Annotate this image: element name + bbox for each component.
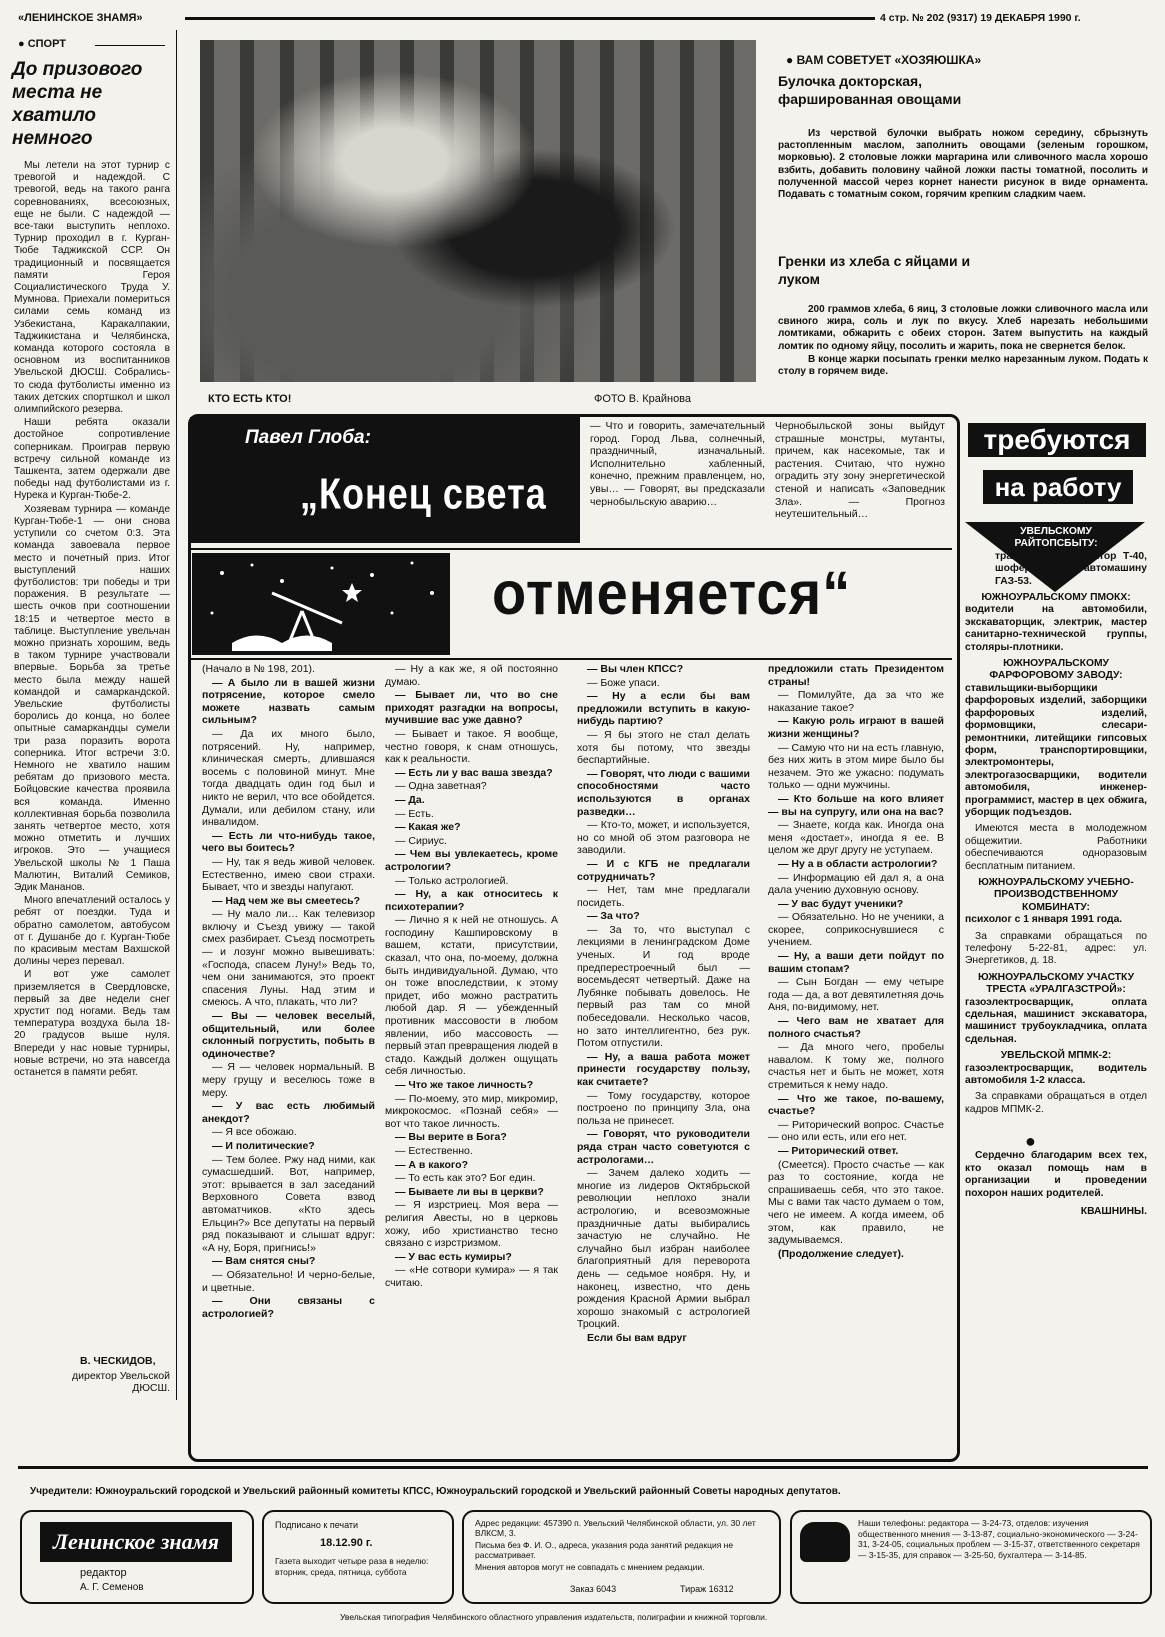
sport-title: До призового места не хватило немного (12, 59, 143, 149)
interview-question: — Ну, а ваша работа может принести государству пользу, как считаете? (577, 1050, 750, 1088)
sport-rubric-rule (95, 45, 165, 46)
job-block (965, 658, 1147, 819)
interview-question: — Ну а в области астрологии? (778, 857, 938, 870)
interview-question: — Что же такое личность? (395, 1079, 534, 1091)
job-org: ЮЖНОУРАЛЬСКОМУ УЧАСТКУ ТРЕСТА «УРАЛГАЗСТРОЙ»: (978, 971, 1134, 996)
recipe2-text (778, 304, 1148, 408)
masthead-right: 4 стр. № 202 (9317) 19 ДЕКАБРЯ 1990 г. (880, 12, 1081, 24)
interview-question: — А было ли в вашей жизни потрясение, которое смело можете назвать самым сильным? (202, 676, 375, 727)
interview-answer: — Самую что ни на есть главную, без них жить в этом мире было бы незачем. Это же ужасно: подумать только — одни мужчины. (768, 741, 944, 792)
interview-answer: — Только астрологией. (395, 874, 509, 887)
interview-question: Если бы вам вдруг (587, 1331, 687, 1344)
job-items: психолог с 1 января 1991 года. (965, 914, 1123, 926)
interview-answer: — Есть. (395, 807, 434, 820)
interview-top-col2: Чернобыльской зоны выйдут страшные монстры, мутанты, причем, как насекомые, так и растения. Считаю, что нужно оградить эту зону энергетической стеной и написать «Заповедник Зла». — Прогноз неутешительный… (775, 420, 945, 521)
interview-question: — Ну а если бы вам предложили вступить в какую-нибудь партию? (577, 690, 750, 728)
interview-answer: — По-моему, это мир, микромир, микрокосмос. «Познай себя» — вот что такое личность. (385, 1092, 558, 1130)
photo-caption-right: ФОТО В. Крайнова (594, 393, 692, 405)
footer-phones (858, 1518, 1140, 1560)
interview-question: — Что же такое, по-вашему, счастье? (768, 1092, 944, 1118)
interview-question: — Бывает ли, что во сне приходят разгадки на вопросы, мучившие вас уже давно? (385, 689, 558, 727)
footer-founders: Учредители: Южноуральский городской и Увельский районный комитеты КПСС, Южноуральский городской и Увельский районный Советы народных депутатов. (30, 1486, 841, 1497)
interview-answer: — Тем более. Ржу над ними, как сумасшедший. Вот, например, этот: врывается в зал заседаний Верховного Совета взвод автоматчиков. «Кто здесь Ельцин?» Все депутаты на первый ряд показывают и слышат вдруг: «А ну, Боря, пригнись!» (202, 1153, 375, 1254)
job-items: Имеются места в молодежном общежитии. Работники обеспечиваются одноразовым бесплатным питанием. (965, 823, 1147, 872)
interview-question: — Говорят, что руководители ряда стран часто советуются с астрологами… (577, 1128, 750, 1166)
interview-answer: — Обязательно. Но не ученики, а скорее, соприкоснувшиеся с учением. (768, 911, 944, 949)
photo-caption-left: КТО ЕСТЬ КТО! (208, 393, 292, 405)
condolence-sign: КВАШНИНЫ. (1080, 1205, 1147, 1217)
telescope-illustration (192, 553, 450, 655)
interview-col2 (385, 663, 558, 1448)
interview-question: — А в какого? (395, 1158, 468, 1171)
footer-address: Адрес редакции: 457390 п. Увельский Челябинской области, ул. 30 лет ВЛКСМ, 3. (475, 1518, 756, 1538)
interview-line: (Начало в № 198, 201). (202, 663, 315, 675)
interview-question: (Продолжение следует). (778, 1247, 904, 1260)
interview-answer: — Тому государству, которое построено по принципу Зла, она польза не принесет. (577, 1089, 750, 1127)
bullet-icon: ● (786, 53, 797, 67)
interview-question: — Чем вы увлекаетесь, кроме астрологии? (385, 848, 558, 873)
recipe1-title: Булочка докторская, фаршированная овощами (778, 73, 962, 107)
photo-man-with-bear-cub (200, 40, 756, 382)
sport-paragraph: Хозяевам турнира — команде Курган-Тюбе-1 — они снова уступили со счетом 0:3. Эта команда завоевала первое место и почетный приз. Итог выступлений наших футболистов: три победы и три поражения. В результате — шесть очков при соотношении 18:15 и четвертое место в таблице. Выступление увельчан можно признать хорошим, ведь в таком турнире участвовали впервые. Борьба за третье место была между нашей командой и самаркандской. Увельские футболисты боролись до конца, но более опытные самаркандцы сумели три раза поразить ворота соперника. Итог встречи 3:0. Немного не хватило нашим ребятам до призового места. Бойцовские качества проявила вся команда. Именно коллективная борьба позволила занять четвертое место, хотя можно отметить и лучших игроков. Это — учащиеся Увельской школы № 1 Паша Малютин, Виталий Семиков, Эдик Мананов. (14, 503, 170, 893)
job-items: тракторист на трактор Т-40, шофер на автомашину ГАЗ-53. (995, 550, 1147, 587)
job-items: газоэлектросварщик, оплата сдельная, машинист экскаватора, машинист трубоукладчика, оплата сдельная. (965, 996, 1147, 1045)
job-org: ЮЖНОУРАЛЬСКОМУ ПМОКХ: (981, 592, 1131, 604)
interview-question: — У вас будут ученики? (778, 897, 904, 910)
footer-letters: Письма без Ф. И. О., адреса, указания рода занятий редакция не рассматривает. (475, 1540, 734, 1560)
recipe2-paragraph: 200 граммов хлеба, 6 яиц, 3 столовые ложки сливочного масла или свиного жира, соль и лук по вкусу. Хлеб нарезать небольшими ломтиками, обжарить с обеих сторон. Затем выпустить на каждый ломтик по одному яйцу, посолить и жарить, пока не свернется белок. (778, 304, 1148, 352)
job-items: газоэлектросварщик, водитель автомобиля 1-2 класса. (965, 1062, 1147, 1087)
interview-question: — Вы член КПСС? (587, 663, 684, 675)
interview-answer: — «Не сотвори кумира» — я так считаю. (385, 1264, 558, 1289)
job-items: ставильщики-выборщики фарфоровых изделий, заборщики фарфоровых изделий, формовщики, слесари-ремонтники, литейщики гипсовых форм, транспортировщики, электромонтеры, электрогазосварщики, водители автомобиля, инженер-программист, мастер в цех обжига, уборщик подъездов. (965, 682, 1147, 818)
condolence-text: Сердечно благодарим всех тех, кто оказал помощь нам в организации и проведении похорон наших родителей. (965, 1150, 1147, 1199)
interview-answer: — Одна заветная? (395, 780, 487, 793)
interview-col4 (768, 663, 944, 1448)
interview-answer: — Сын Богдан — ему четыре года — да, а вот девятилетняя дочь Аня, по-видимому, нет. (768, 976, 944, 1014)
job-org: ЮЖНОУРАЛЬСКОМУ ФАРФОРОВОМУ ЗАВОДУ: (989, 658, 1123, 682)
footer-order: Заказ 6043 (570, 1584, 617, 1594)
masthead-rule (185, 17, 875, 20)
condolence (965, 1132, 1147, 1218)
footer-circulation: Тираж 16312 (680, 1584, 734, 1594)
interview-question: — И политические? (212, 1139, 315, 1152)
interview-rule (190, 658, 952, 660)
interview-answer: — Лично я к ней не отношусь. А господину Кашпировскому в вашем, кстати, присутствии, сказал, что она, по-моему, должна быть индивидуальной. Думаю, что он тоже впоследствии, к этому придет, ибо можно растратить любой дар. Я — убежденный противник массовости в любом явлении, ибо массовость — первый этап превращения людей в стадо. Каждый должен ощущать себя личностью. (385, 914, 558, 1078)
newspaper-logo: Ленинское знамя (40, 1522, 232, 1562)
interview-question: — Риторический ответ. (778, 1144, 899, 1157)
sport-body (14, 160, 170, 1315)
interview-person-name: Павел Глоба: (245, 427, 371, 448)
sport-author: В. ЧЕСКИДОВ, (80, 1355, 156, 1367)
interview-question: — Над чем же вы смеетесь? (212, 894, 361, 907)
sport-rubric-label: СПОРТ (27, 38, 67, 50)
condolence-bullet-icon: ● (1025, 1131, 1036, 1152)
interview-question: предложили стать Президентом страны! (768, 663, 944, 688)
job-block (965, 1091, 1147, 1116)
interview-answer: — Боже упаси. (587, 676, 660, 689)
job-items: За справками обращаться по телефону 5-22-81, адрес: ул. Энергетиков, д. 18. (965, 930, 1147, 967)
interview-question: — Да. (395, 793, 425, 806)
interview-answer: — То есть как это? Бог един. (395, 1172, 536, 1185)
recipe1-text: Из черствой булочки выбрать ножом середину, сбрызнуть растопленным маслом, заполнить овощами (зеленым горошком, морковью). 2 столовые ложки маргарина или сливочного масла хорошо взбить, добавить половину чайной ложки пасты томатной, посолить и полученной массой через корнет нанести рисунок в виде орнамента. Подавать с томатным соком, горячим крепким сладким чаем. (778, 128, 1148, 201)
job-block (965, 823, 1147, 873)
job-block (965, 1050, 1147, 1087)
sport-rubric (18, 38, 66, 50)
recipes-rubric-label: ВАМ СОВЕТУЕТ «ХОЗЯЮШКА» (796, 53, 982, 67)
interview-answer: — Риторический вопрос. Счастье — оно или есть, или его нет. (768, 1118, 944, 1144)
footer-editor-label: редактор (80, 1567, 127, 1579)
sport-paragraph: Наши ребята оказали достойное сопротивление соперникам. Проиграв первую встречу сильной команде из Ташкента, затем одержали две победы над футболистами из г. Нурека и Курган-Тюбе-2. (14, 417, 170, 502)
footer-signed-date: 18.12.90 г. (320, 1537, 373, 1549)
recipe2-paragraph: В конце жарки посыпать гренки мелко нарезанным луком. Подать к столу в горячем виде. (778, 353, 1148, 378)
interview-answer: — Ну мало ли… Как телевизор включу и Съезд увижу — такой смех разбирает. Съезд посмотреть — и лозунг можно вывешивать: «Господа, спасем Луну!» Ведь то, чем они занимаются, это проект спасения Луны. Над этим и смеюсь. А что, плакать, что ли? (202, 908, 375, 1009)
footer-phones-list: редактора — 3-24-73, отделов: изучения общественного мнения — 3-13-87, социально-экономического — 3-24-31, 3-24-05, социальных проблем — 3-15-37, ответственного секретаря — 3-15-35, для справок — 3-25-50, бухгалтера — 3-14-85. (858, 1518, 1140, 1560)
interview-question: — Они связаны с астрологией? (202, 1295, 375, 1320)
interview-answer: — Знаете, когда как. Иногда она меня «достает», иногда я ее. В целом же друг другу не уступаем. (768, 819, 944, 857)
footer-editor-name: А. Г. Семенов (80, 1582, 144, 1593)
sport-paragraph: Мы летели на этот турнир с тревогой и надеждой. С тревогой, ведь на такого ранга соревнованиях, всесоюзных, еще не были. С надеждой — все-таки выступить неплохо. Турнир проходил в г. Курган-Тюбе Таджикской ССР. Он традиционный и посвящается памяти Героя Социалистического Труда У. Мумнова. Приехали помериться силами семь команд из Узбекистана, Каракалпакии, Таджикистана и Челябинска, команда которого состояла в основном из воспитанников Увельской ДЮСШ. Собрались-то сюда футболисты именно из таких детских спортшкол и школ олимпийского резерва. (14, 160, 170, 416)
interview-answer: — Помилуйте, да за что же наказание такое? (768, 689, 944, 714)
interview-headline-bottom: отменяется“ (492, 557, 852, 628)
telephone-icon (800, 1522, 850, 1562)
interview-answer: — Информацию ей дал я, а она дала учению духовную основу. (768, 871, 944, 897)
interview-question: — Какая же? (395, 821, 461, 834)
interview-headline-top: „Конец света (300, 468, 547, 518)
interview-question: — Есть ли у вас ваша звезда? (395, 766, 553, 779)
interview-question: — У вас есть любимый анекдот? (202, 1100, 375, 1125)
interview-question: — Бываете ли вы в церкви? (395, 1185, 544, 1198)
job-block (965, 972, 1147, 1046)
interview-answer: — Ну, так я ведь живой человек. Естественно, имею свои страхи. Бывает, что и звезды напугают. (202, 855, 375, 894)
job-org: УВЕЛЬСКОМУ РАЙТОПСБЫТУ: (1014, 526, 1098, 550)
interview-question: — Чего вам не хватает для полного счастья? (768, 1015, 944, 1040)
footer-rule (18, 1466, 1148, 1469)
interview-question: — И с КГБ не предлагали сотрудничать? (577, 857, 750, 883)
interview-answer: — Ну а как же, я ой постоянно думаю. (385, 663, 558, 688)
interview-rule (190, 548, 952, 550)
bullet-icon: ● (18, 38, 28, 50)
job-block (965, 931, 1147, 968)
masthead-left: «ЛЕНИНСКОЕ ЗНАМЯ» (18, 12, 143, 24)
interview-answer: — Обязательно! И черно-белые, и цветные. (202, 1268, 375, 1294)
sport-paragraph: Много впечатлений осталось у ребят от поездки. Туда и обратно самолетом, автобусом от г. Душанбе до г. Курган-Тюбе по красивым местам Вахшской долины через перевал. (14, 895, 170, 968)
job-items: водители на автомобили, экскаваторщик, электрик, мастер санитарно-технической группы, столяры-плотники. (965, 604, 1147, 653)
interview-question: — Вам снятся сны? (212, 1255, 316, 1268)
job-items: За справками обращаться в отдел кадров МПМК-2. (965, 1091, 1147, 1115)
interview-top-col1: — Что и говорить, замечательный город. Город Льва, солнечный, праздничный, изначальный. Исполнительно хабленный, конечно, прежним правленцем, но, увы… — Говорят, вы предсказали чернобыльскую аварию… (590, 420, 765, 508)
interview-answer: — Я изрстриец. Моя вера — религия Авесты, но в церковь хожу, ибо христианство тесно связано с изрстризмом. (385, 1199, 558, 1250)
interview-answer: (Смеется). Просто счастье — как раз то состояние, когда не спрашиваешь себя, что это такое. Мы с вами так часто думаем о том, чего не имеем. А когда имеем, об этом, как правило, не задумываемся. (768, 1158, 944, 1247)
job-org: ЮЖНОУРАЛЬСКОМУ УЧЕБНО-ПРОИЗВОДСТВЕННОМУ КОМБИНАТУ: (978, 876, 1134, 913)
interview-answer: — Нет, там мне предлагали посидеть. (577, 884, 750, 909)
job-block (965, 592, 1147, 654)
job-block (965, 526, 1147, 588)
interview-answer: — Сириус. (395, 834, 447, 847)
interview-question: — У вас есть кумиры? (395, 1250, 512, 1263)
recipe2-title: Гренки из хлеба с яйцами и луком (778, 253, 971, 287)
telescope-stars-icon (192, 553, 450, 655)
interview-question: — Говорят, что люди с вашими способностями часто используются в органах разведки… (577, 767, 750, 818)
interview-question: — За что? (587, 910, 640, 923)
interview-question: — Кто больше на кого влияет — вы на супругу, или она на вас? (768, 792, 944, 818)
sport-column-rule (176, 30, 177, 1400)
jobs-list (965, 526, 1147, 1456)
interview-question: — Вы — человек веселый, общительный, или более склонный погрустить, побыть в одиночестве? (202, 1010, 375, 1060)
interview-answer: — Я бы этого не стал делать хотя бы потому, что звезды беспартийные. (577, 728, 750, 767)
recipes-rubric (786, 53, 981, 67)
interview-question: — Есть ли что-нибудь такое, чего вы боитесь? (202, 829, 375, 855)
footer-opinion: Мнения авторов могут не совпадать с мнением редакции. (475, 1562, 705, 1572)
interview-answer: — Бывает и такое. Я вообще, честно говоря, к снам отношусь, как к реальности. (385, 727, 558, 766)
footer-printer: Увельская типография Челябинского областного управления издательств, полиграфии и книжной торговли. (340, 1612, 768, 1622)
footer-phones-title: Наши телефоны: (858, 1518, 926, 1528)
footer-signed-label: Подписано к печати (275, 1520, 359, 1530)
sport-author-role: директор Увельской ДЮСШ. (72, 1370, 170, 1394)
interview-answer: — Я — человек нормальный. В меру грущу и веселюсь тоже в меру. (202, 1061, 375, 1099)
interview-answer: — За то, что выступал с лекциями в ленинградском Доме ученых. И год вроде предперестроечный был — восемьдесят четвертый. Даже на Лубянке побывать довелось. Не первый раз там со мной побеседовали. Несколько часов, но зато интеллигентно, без рук. Потом отпустили. (577, 923, 750, 1050)
job-block (965, 877, 1147, 927)
interview-answer: — Зачем далеко ходить — многие из лидеров Октябрьской революции неплохо знали астрологию, и всевозможные праздничные даты выбирались зачастую не случайно. Не случайно был избран наиболее благоприятный для переворота день — седьмое ноября. Ну, и наконец, известно, что день рождения Красной Армии выбрал хорошо знакомый с астрологией Троцкий. (577, 1167, 750, 1331)
interview-question: — Какую роль играют в вашей жизни женщины? (768, 715, 944, 740)
interview-headline-block (190, 417, 580, 543)
interview-answer: — Естественно. (395, 1144, 473, 1157)
interview-answer: — Да их много было, потрясений. Ну, например, клиническая смерть, длившаяся восемь с половиной минут. Мне тогда двадцать один год был и никто не верил, что все обойдется. Думали, или дебилом стану, или инвалидом. (202, 727, 375, 829)
job-org: УВЕЛЬСКОЙ МПМК-2: (1000, 1050, 1112, 1062)
interview-col3 (577, 663, 750, 1448)
sport-paragraph: И вот уже самолет приземляется в Свердловске, первый за две недели снег хрустит под ногами. Ведь там температура воздуха была 18-20 градусов выше нуля. Впереди у нас новые турниры, новые встречи, но эта навсегда останется в памяти ребят. (14, 969, 170, 1079)
interview-question: — Ну, а как относитесь к психотерапии? (385, 888, 558, 913)
interview-question: — Вы верите в Бога? (395, 1131, 507, 1144)
interview-col1 (202, 663, 375, 1448)
interview-question: — Ну, а ваши дети пойдут по вашим стопам? (768, 950, 944, 975)
jobs-title-1: требуются (968, 423, 1146, 457)
footer-schedule: Газета выходит четыре раза в неделю: вторник, среда, пятница, суббота (275, 1556, 429, 1577)
interview-answer: — Да много чего, пробелы навалом. К тому же, полного счастья нет и быть не может, хотя стремиться к нему надо. (768, 1041, 944, 1091)
jobs-title-2: на работу (983, 470, 1133, 504)
interview-answer: — Кто-то, может, и используется, но со мной об этом разговора не заводили. (577, 819, 750, 857)
interview-answer: — Я все обожаю. (212, 1126, 297, 1139)
